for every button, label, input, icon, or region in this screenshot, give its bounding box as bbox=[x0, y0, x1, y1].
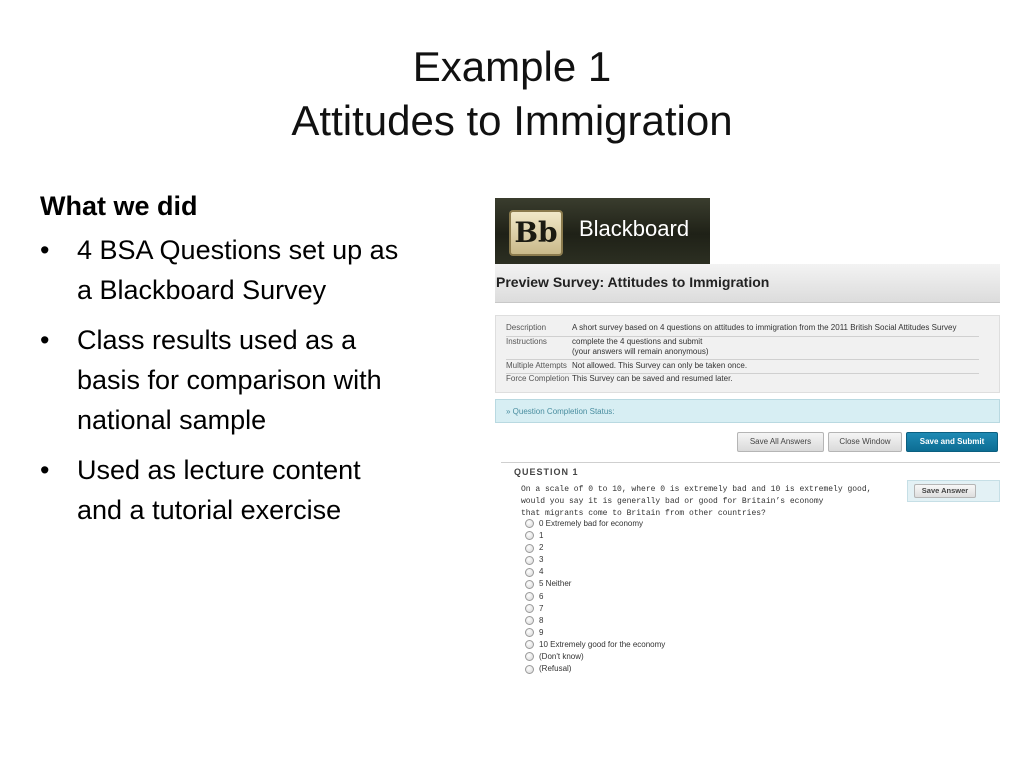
answer-option[interactable] bbox=[525, 639, 665, 651]
force-completion-value: This Survey can be saved and resumed later. bbox=[572, 374, 733, 383]
completion-status-label: » Question Completion Status: bbox=[506, 407, 615, 416]
answer-option[interactable] bbox=[525, 542, 665, 554]
radio-button-icon[interactable] bbox=[525, 519, 534, 528]
slide-title-line-2: Attitudes to Immigration bbox=[291, 97, 733, 144]
bullet-icon: • bbox=[40, 325, 50, 355]
left-content bbox=[40, 188, 400, 540]
radio-button-icon[interactable] bbox=[525, 628, 534, 637]
answer-option[interactable] bbox=[525, 554, 665, 566]
list-item bbox=[40, 450, 400, 530]
answer-option[interactable] bbox=[525, 651, 665, 663]
instructions-label: Instructions bbox=[506, 337, 547, 346]
question-text: On a scale of 0 to 10, where 0 is extremely bad and 10 is extremely good, would you say it is generally bad or good for Britain’s economy that migrants come to Britain from other countries? bbox=[521, 485, 872, 518]
answer-option-label: 9 bbox=[539, 627, 544, 637]
multiple-attempts-row bbox=[506, 361, 979, 374]
description-label: Description bbox=[506, 323, 547, 332]
answer-option-label: 6 bbox=[539, 591, 544, 601]
force-completion-label: Force Completion bbox=[506, 374, 570, 383]
radio-button-icon[interactable] bbox=[525, 556, 534, 565]
answer-option[interactable] bbox=[525, 530, 665, 542]
answer-option-label: 0 Extremely bad for economy bbox=[539, 519, 644, 528]
save-answer-button[interactable]: Save Answer bbox=[914, 484, 976, 498]
instructions-value-line-2: (your answers will remain anonymous) bbox=[572, 347, 709, 356]
answer-option[interactable] bbox=[525, 663, 665, 675]
radio-button-icon[interactable] bbox=[525, 531, 534, 540]
slide-title bbox=[0, 40, 1024, 148]
blackboard-logo-text: Blackboard bbox=[579, 216, 690, 241]
list-item bbox=[40, 320, 400, 440]
bullet-text: Class results used as a basis for comparison with national sample bbox=[77, 325, 382, 435]
answer-option-label: 5 Neither bbox=[539, 579, 572, 589]
answer-option-label: 2 bbox=[539, 543, 544, 553]
answer-option[interactable] bbox=[525, 591, 665, 603]
bullet-icon: • bbox=[40, 455, 50, 485]
survey-header bbox=[495, 264, 1000, 303]
list-item bbox=[40, 230, 400, 310]
radio-button-icon[interactable] bbox=[525, 544, 534, 553]
answer-option-label: 3 bbox=[539, 555, 544, 565]
answer-option[interactable] bbox=[525, 578, 665, 590]
multiple-attempts-value: Not allowed. This Survey can only be taken once. bbox=[572, 361, 748, 370]
survey-page-title: Preview Survey: Attitudes to Immigration bbox=[496, 274, 770, 290]
slide-title-line-1: Example 1 bbox=[412, 43, 612, 90]
answer-option-label: (Refusal) bbox=[539, 664, 572, 674]
radio-button-icon[interactable] bbox=[525, 665, 534, 674]
close-window-button[interactable]: Close Window bbox=[828, 432, 902, 452]
save-all-answers-button[interactable]: Save All Answers bbox=[737, 432, 824, 452]
answer-option[interactable] bbox=[525, 615, 665, 627]
radio-button-icon[interactable] bbox=[525, 616, 534, 625]
question-heading: QUESTION 1 bbox=[514, 467, 579, 477]
question-divider bbox=[501, 462, 1000, 463]
radio-button-icon[interactable] bbox=[525, 604, 534, 613]
answer-option[interactable] bbox=[525, 603, 665, 615]
blackboard-mark-icon: Bb bbox=[509, 210, 563, 256]
survey-info-box bbox=[495, 315, 1000, 393]
question-panel bbox=[495, 462, 1000, 682]
section-heading: What we did bbox=[40, 191, 198, 221]
instructions-value-line-1: complete the 4 questions and submit bbox=[572, 337, 703, 346]
answer-option[interactable] bbox=[525, 518, 665, 530]
instructions-row bbox=[506, 337, 979, 360]
bullet-list bbox=[40, 230, 400, 530]
radio-button-icon[interactable] bbox=[525, 652, 534, 661]
save-and-submit-button[interactable]: Save and Submit bbox=[906, 432, 998, 452]
bullet-text: Used as lecture content and a tutorial exercise bbox=[77, 455, 361, 525]
answer-option-label: 7 bbox=[539, 603, 544, 613]
bullet-text: 4 BSA Questions set up as a Blackboard Survey bbox=[77, 235, 399, 305]
answer-option[interactable] bbox=[525, 566, 665, 578]
bullet-icon: • bbox=[40, 235, 50, 265]
answer-option[interactable] bbox=[525, 627, 665, 639]
answer-option-label: 1 bbox=[539, 531, 544, 541]
radio-button-icon[interactable] bbox=[525, 592, 534, 601]
save-answer-area bbox=[907, 480, 1000, 502]
radio-button-icon[interactable] bbox=[525, 580, 534, 589]
description-row bbox=[506, 323, 979, 337]
description-value: A short survey based on 4 questions on attitudes to immigration from the 2011 British Social Attitudes Survey bbox=[572, 323, 957, 332]
radio-button-icon[interactable] bbox=[525, 568, 534, 577]
answer-option-label: 8 bbox=[539, 615, 544, 625]
answer-option-label: 10 Extremely good for the economy bbox=[539, 639, 666, 649]
answer-option-label: (Don't know) bbox=[539, 652, 584, 662]
multiple-attempts-label: Multiple Attempts bbox=[506, 361, 567, 370]
question-completion-status[interactable] bbox=[495, 399, 1000, 423]
blackboard-logo bbox=[495, 198, 710, 264]
answer-options bbox=[525, 518, 665, 675]
force-completion-row bbox=[506, 374, 979, 386]
answer-option-label: 4 bbox=[539, 567, 544, 577]
radio-button-icon[interactable] bbox=[525, 640, 534, 649]
